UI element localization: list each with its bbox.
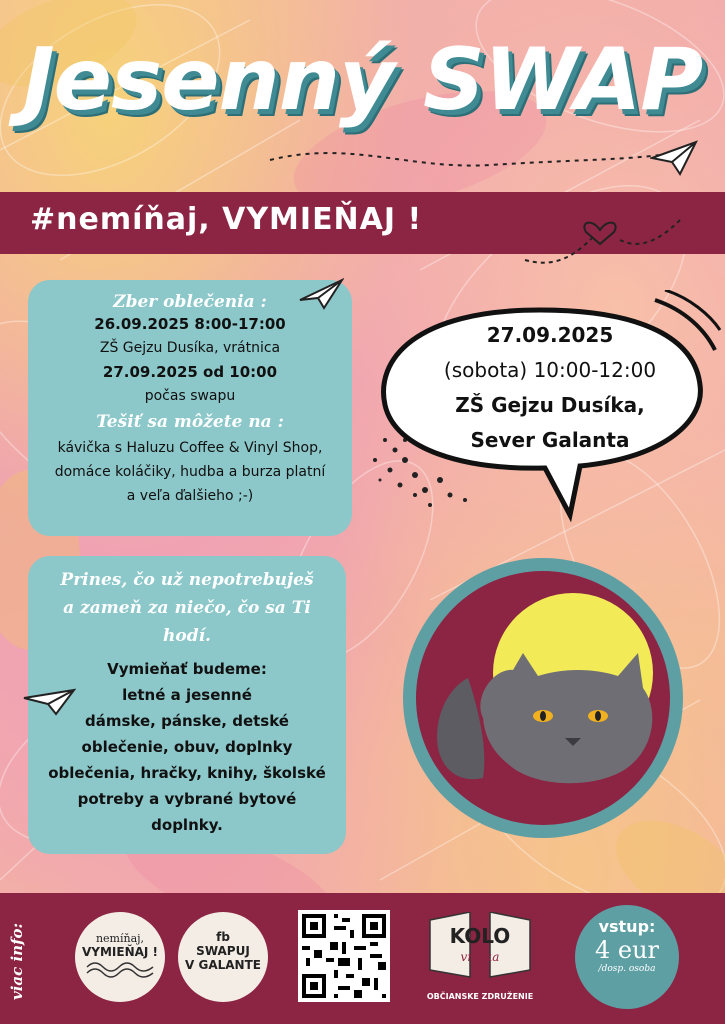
looking-forward-text-2: domáce koláčiky, hudba a burza platní — [54, 464, 326, 480]
paper-plane-icon-left — [22, 684, 76, 718]
event-details — [400, 318, 700, 458]
event-venue-1: ZŠ Gejzu Dusíka, — [455, 393, 645, 417]
exchange-item: oblečenia, hračky, knihy, školské — [48, 764, 326, 782]
bring-line-2: a zameň za niečo, čo sa Ti — [63, 598, 311, 618]
logo-name: KOLO — [449, 924, 511, 948]
exchange-item: dámske, pánske, detské — [85, 712, 289, 730]
kolo-vratka-logo — [420, 912, 540, 1007]
exchange-item: doplnky. — [151, 816, 223, 834]
exchange-item: potreby a vybrané bytové — [77, 790, 297, 808]
event-venue-2: Sever Galanta — [470, 428, 630, 452]
badge2-line1: fb — [216, 930, 230, 944]
looking-forward-text-1: kávička s Haluzu Coffee & Vinyl Shop, — [57, 440, 323, 456]
event-date: 27.09.2025 — [486, 323, 614, 347]
exchange-item: letné a jesenné — [122, 686, 252, 704]
collection-place-1: ZŠ Gejzu Dusíka, vrátnica — [99, 340, 281, 356]
heart-doodle-icon — [520, 200, 690, 275]
entry-price: 4 eur — [594, 936, 660, 964]
event-time: (sobota) 10:00-12:00 — [443, 358, 657, 382]
exchange-heading: Vymieňať budeme: — [107, 660, 267, 678]
more-info-label: viac info: — [8, 922, 26, 1000]
poster-title: Jesenný SWAP — [22, 30, 703, 130]
paper-plane-icon-small — [298, 276, 344, 312]
logo-script: vrátka — [460, 950, 500, 964]
bring-line-3: hodí. — [163, 626, 211, 646]
squiggle-icon — [85, 959, 155, 979]
badge1-line2: VYMIEŇAJ ! — [81, 945, 159, 959]
looking-forward-text-3: a veľa ďalšieho ;-) — [126, 488, 254, 504]
bring-line-1: Prines, čo už nepotrebuješ — [60, 570, 314, 590]
badge-facebook[interactable] — [178, 912, 268, 1002]
cat-illustration — [393, 558, 693, 848]
exchange-item: oblečenie, obuv, doplnky — [81, 738, 293, 756]
entry-label: vstup: — [598, 917, 656, 936]
collection-date-1: 26.09.2025 8:00-17:00 — [94, 315, 286, 333]
qr-code-icon — [298, 910, 390, 1002]
tagline: #nemíňaj, VYMIEŇAJ ! — [30, 202, 423, 237]
entry-fee-badge — [575, 905, 679, 1009]
collection-place-2: počas swapu — [144, 388, 236, 404]
qr-code[interactable] — [298, 910, 390, 1002]
badge-nemin — [75, 912, 165, 1002]
collection-info-box — [28, 280, 352, 536]
collection-heading: Zber oblečenia : — [113, 292, 267, 312]
logo-org: OBČIANSKE ZDRUŽENIE — [426, 992, 534, 1001]
paper-plane-icon — [650, 138, 700, 178]
badge1-line1: nemíňaj, — [95, 932, 145, 945]
collection-date-2: 27.09.2025 od 10:00 — [102, 363, 278, 381]
looking-forward-heading: Tešiť sa môžete na : — [96, 412, 284, 432]
badge2-line2: SWAPUJ — [196, 944, 250, 958]
badge2-line3: V GALANTE — [185, 958, 261, 972]
entry-note: /dosp. osoba — [598, 964, 656, 974]
